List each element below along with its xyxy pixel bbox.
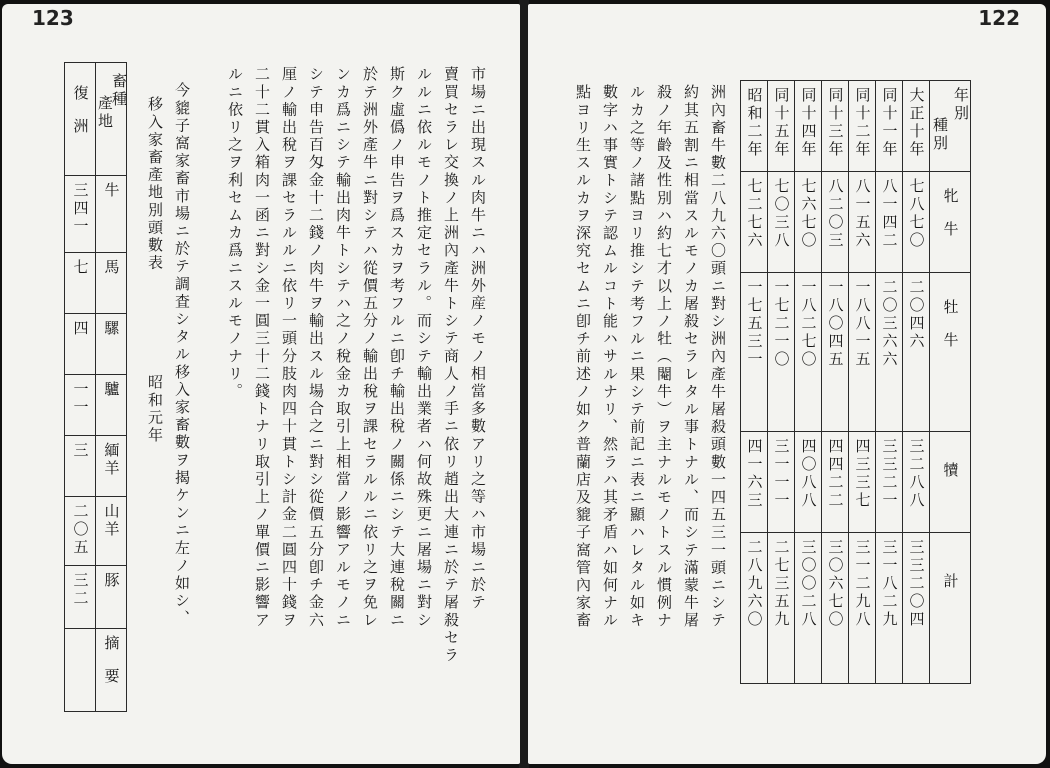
cell-total-r3: 三一二九八 <box>849 533 876 684</box>
cell-total-r1: 三三二〇四 <box>903 533 930 684</box>
cattle-count-table <box>740 80 971 684</box>
cell-bull-r3: 一八八一五 <box>849 273 876 432</box>
cell-bull-r6: 一七二一〇 <box>768 273 795 432</box>
left-text-line-1: 市場ニ出現スル肉牛ニハ洲外産ノモノ相當多數アリ之等ハ市場ニ於テ <box>469 66 487 612</box>
value-cell-donkey: 一一 <box>65 375 96 436</box>
cell-calf-r7: 四一六三 <box>741 432 768 533</box>
value-cell-cattle: 三四一 <box>65 176 96 253</box>
year-row-6: 同十五年 <box>768 81 795 172</box>
value-cell-pig: 三二 <box>65 566 96 629</box>
value-cell-remarks <box>65 629 96 712</box>
cell-calf-r6: 三一一一 <box>768 432 795 533</box>
right-text-line-4: ルカ之等ノ諸點ヨリ推シテ考フルニ果シテ前記ニ表ニ顯ハレタル如キ <box>628 84 646 630</box>
year-row-1: 大正十年 <box>903 81 930 172</box>
left-text-line-4: 斯ク虛僞ノ申告ヲ爲スカヲ考フルニ卽チ輸出稅ノ關係ニシテ大連稅關ニ <box>388 66 406 630</box>
right-text-line-5: 數字ハ事實トシテ認ムルコト能ハサルナリ、然ラハ其矛盾ハ如何ナル <box>601 84 619 630</box>
origin-row-label-cell <box>65 79 96 176</box>
header-bull: 牡牛 <box>930 273 971 432</box>
table-caption: 移入家畜產地別頭數表 <box>146 96 164 272</box>
table-date: 昭和元年 <box>146 374 164 445</box>
origin-label: 復洲 <box>71 85 90 151</box>
livestock-origin-table <box>64 62 127 712</box>
value-cell-horse: 七 <box>65 253 96 314</box>
corner-bottom-label: 產地 <box>96 95 114 131</box>
right-page <box>528 4 1046 764</box>
cell-cow-r4: 八二〇三 <box>822 172 849 273</box>
value-cell-goat: 二〇五 <box>65 497 96 566</box>
cell-cow-r5: 七六七〇 <box>795 172 822 273</box>
cell-calf-r4: 四四二二 <box>822 432 849 533</box>
header-remarks: 摘要 <box>96 629 127 712</box>
left-text-line-10: ルニ依リ之ヲ利セムカ爲ニスルモノナリ。 <box>226 66 244 401</box>
cell-calf-r3: 四三三七 <box>849 432 876 533</box>
cell-bull-r2: 二〇三六六 <box>876 273 903 432</box>
cell-cow-r2: 八一四二 <box>876 172 903 273</box>
header-calf: 犢 <box>930 432 971 533</box>
right-text-line-6: 點ヨリ生スルカヲ深究セムニ卽チ前述ノ如ク普蘭店及貔子窩管內家畜 <box>574 84 592 630</box>
left-text-line-11: 今貔子窩家畜市場ニ於テ調査シタル移入家畜數ヲ揭ケンニ左ノ如シ、 <box>173 82 191 628</box>
year-row-3: 同十二年 <box>849 81 876 172</box>
header-cattle: 牛 <box>96 176 127 253</box>
corner-cell <box>96 73 128 176</box>
value-cell-mule: 四 <box>65 314 96 375</box>
header-pig: 豚 <box>96 566 127 629</box>
cell-cow-r6: 七〇三八 <box>768 172 795 273</box>
left-text-line-7: シテ申告百匁金十二錢ノ肉牛ヲ輸出スル場合之ニ對シ從價五分卽チ金六 <box>307 66 325 630</box>
cell-cow-r3: 八一五六 <box>849 172 876 273</box>
corner-top-label: 畜種 <box>110 73 128 109</box>
year-row-5: 同十四年 <box>795 81 822 172</box>
header-donkey: 驢 <box>96 375 127 436</box>
cell-bull-r4: 一八〇四五 <box>822 273 849 432</box>
cell-calf-r1: 三二八八 <box>903 432 930 533</box>
cell-bull-r1: 二〇四六 <box>903 273 930 432</box>
cell-total-r5: 三〇〇二八 <box>795 533 822 684</box>
left-page <box>2 4 520 764</box>
corner-bottom-label: 年別 <box>952 87 970 123</box>
corner-cell <box>930 81 971 172</box>
year-row-7: 昭和二年 <box>741 81 768 172</box>
left-text-line-3: ルルニ依ルモノト推定セラル。而シテ輸出業者ハ何故殊更ニ屠場ニ對シ <box>415 66 433 630</box>
left-text-line-6: ンカ爲ニシテ輸出肉牛トシテハ之ノ稅金カ取引上相當ノ影響アルモノニ <box>334 66 352 630</box>
corner-top-label: 種別 <box>931 117 949 153</box>
cell-bull-r5: 一八二七〇 <box>795 273 822 432</box>
cell-total-r4: 三〇六七〇 <box>822 533 849 684</box>
right-text-line-1: 洲內畜牛數二八九六〇頭ニ對シ洲內產牛屠殺頭數一四五三一頭ニシテ <box>709 84 727 630</box>
header-sheep: 緬羊 <box>96 436 127 497</box>
cell-total-r2: 三一八二九 <box>876 533 903 684</box>
header-goat: 山羊 <box>96 497 127 566</box>
year-row-2: 同十一年 <box>876 81 903 172</box>
header-mule: 騾 <box>96 314 127 375</box>
left-text-line-9: 二十二貫入箱肉一函ニ對シ金一圓三十二錢トナリ取引上ノ單價ニ影響ア <box>253 66 271 630</box>
header-cow: 牝牛 <box>930 172 971 273</box>
right-page-number: 122 <box>978 6 1020 30</box>
left-text-line-2: 賣買セラレ交換ノ上洲內產牛トシテ商人ノ手ニ依リ趙出大連ニ於テ屠殺セラ <box>442 66 460 665</box>
cell-cow-r7: 七二七六 <box>741 172 768 273</box>
cell-calf-r5: 四〇八八 <box>795 432 822 533</box>
cell-bull-r7: 一七五三一 <box>741 273 768 432</box>
cell-calf-r2: 三三二一 <box>876 432 903 533</box>
value-cell-sheep: 三 <box>65 436 96 497</box>
header-horse: 馬 <box>96 253 127 314</box>
cell-cow-r1: 七八七〇 <box>903 172 930 273</box>
header-total: 計 <box>930 533 971 684</box>
cell-total-r6: 二七三五九 <box>768 533 795 684</box>
left-page-number: 123 <box>32 6 74 30</box>
year-row-4: 同十三年 <box>822 81 849 172</box>
left-text-line-8: 厘ノ輸出稅ヲ課セラルルニ依リ一頭分肢肉四十貫トシ計金二圓四十錢ヲ <box>280 66 298 630</box>
cell-total-r7: 二八九六〇 <box>741 533 768 684</box>
right-text-line-3: 殺ノ年齡及性別ハ約七才以上ノ牡（閹牛）ヲ主ナルモノトスル慣例ナ <box>655 84 673 630</box>
left-text-line-5: 於テ洲外產牛ニ對シテハ從價五分ノ輸出稅ヲ課セラルルニ依リ之ヲ免レ <box>361 66 379 630</box>
origin-row-label <box>65 63 96 80</box>
right-text-line-2: 約其五割ニ相當スルモノカ屠殺セラレタル事トナル、而シテ滿蒙牛屠 <box>682 84 700 630</box>
